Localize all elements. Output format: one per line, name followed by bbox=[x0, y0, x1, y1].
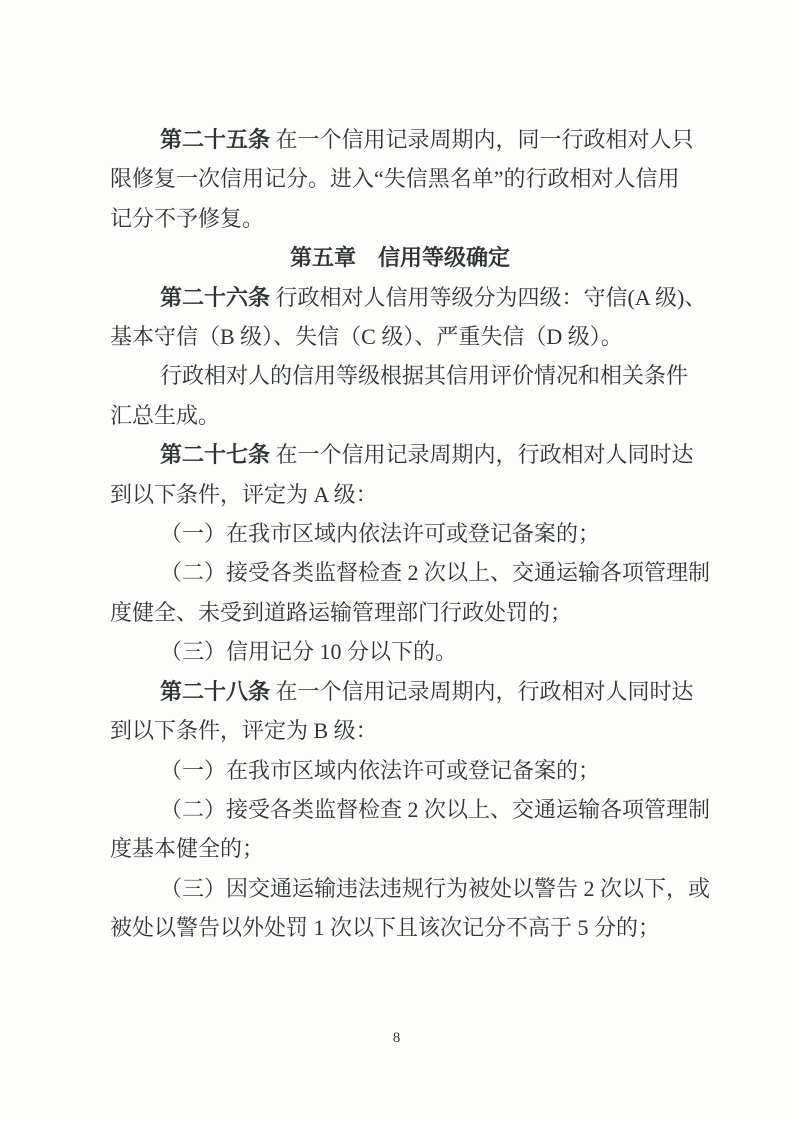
line-text: 度健全、未受到道路运输管理部门行政处罚的； bbox=[110, 599, 573, 625]
article-28-item-2-line-1 bbox=[110, 790, 711, 829]
article-27-item-3 bbox=[110, 632, 690, 671]
article-27-item-1 bbox=[110, 514, 690, 553]
article-28-line-2 bbox=[110, 711, 690, 750]
article-28-item-3-line-2 bbox=[110, 908, 690, 947]
article-27-line-1 bbox=[110, 435, 694, 474]
article-25-line-3 bbox=[110, 199, 690, 238]
article-28-item-2-line-2 bbox=[110, 829, 690, 868]
article-27-item-2-line-2 bbox=[110, 593, 690, 632]
article-27-item-2-line-1 bbox=[110, 553, 711, 592]
line-text: 到以下条件，评定为 B 级： bbox=[110, 718, 378, 744]
line-text: 在一个信用记录周期内，行政相对人同时达 bbox=[270, 678, 694, 704]
article-27-line-2 bbox=[110, 475, 690, 514]
line-text: 被处以警告以外处罚 1 次以下且该次记分不高于 5 分的； bbox=[110, 915, 661, 941]
article-28-item-1 bbox=[110, 751, 690, 790]
line-text: 度基本健全的； bbox=[110, 836, 265, 862]
article-number: 第二十五条 bbox=[160, 127, 271, 152]
article-number: 第二十七条 bbox=[160, 442, 271, 468]
line-text: 在一个信用记录周期内，行政相对人同时达 bbox=[270, 442, 694, 468]
line-text: 记分不予修复。 bbox=[110, 205, 265, 231]
line-text: 限修复一次信用记分。进入“失信黑名单”的行政相对人信用 bbox=[110, 166, 680, 192]
line-text: 汇总生成。 bbox=[110, 402, 221, 428]
article-26-line-1 bbox=[110, 278, 707, 317]
article-26-para-2-line-1 bbox=[110, 356, 690, 395]
line-text: 到以下条件，评定为 A 级： bbox=[110, 481, 378, 507]
article-26-line-2 bbox=[110, 317, 690, 356]
chapter-heading-text: 第五章 信用等级确定 bbox=[289, 245, 510, 271]
line-text: （三）信用记分 10 分以下的。 bbox=[160, 639, 458, 665]
line-text: （二）接受各类监督检查 2 次以上、交通运输各项管理制 bbox=[160, 796, 711, 822]
line-text: 基本守信（B 级）、失信（C 级）、严重失信（D 级）。 bbox=[110, 324, 623, 350]
article-25-line-1 bbox=[110, 120, 694, 159]
document-body bbox=[110, 120, 711, 948]
chapter-heading bbox=[110, 238, 690, 277]
page-number: 8 bbox=[392, 1030, 401, 1046]
article-25-line-2 bbox=[110, 159, 690, 198]
line-text: 在一个信用记录周期内，同一行政相对人只 bbox=[270, 127, 694, 152]
line-text: （三）因交通运输违法违规行为被处以警告 2 次以下，或 bbox=[160, 875, 711, 901]
article-number: 第二十八条 bbox=[160, 678, 271, 704]
line-text: 行政相对人信用等级分为四级：守信(A 级)、 bbox=[270, 284, 707, 310]
line-text: （一）在我市区域内依法许可或登记备案的； bbox=[160, 521, 601, 547]
article-26-para-2-line-2 bbox=[110, 396, 690, 435]
article-number: 第二十六条 bbox=[160, 284, 271, 310]
article-28-line-1 bbox=[110, 672, 694, 711]
line-text: （一）在我市区域内依法许可或登记备案的； bbox=[160, 757, 601, 783]
line-text: （二）接受各类监督检查 2 次以上、交通运输各项管理制 bbox=[160, 560, 711, 586]
article-28-item-3-line-1 bbox=[110, 869, 711, 908]
line-text: 行政相对人的信用等级根据其信用评价情况和相关条件 bbox=[160, 363, 689, 389]
